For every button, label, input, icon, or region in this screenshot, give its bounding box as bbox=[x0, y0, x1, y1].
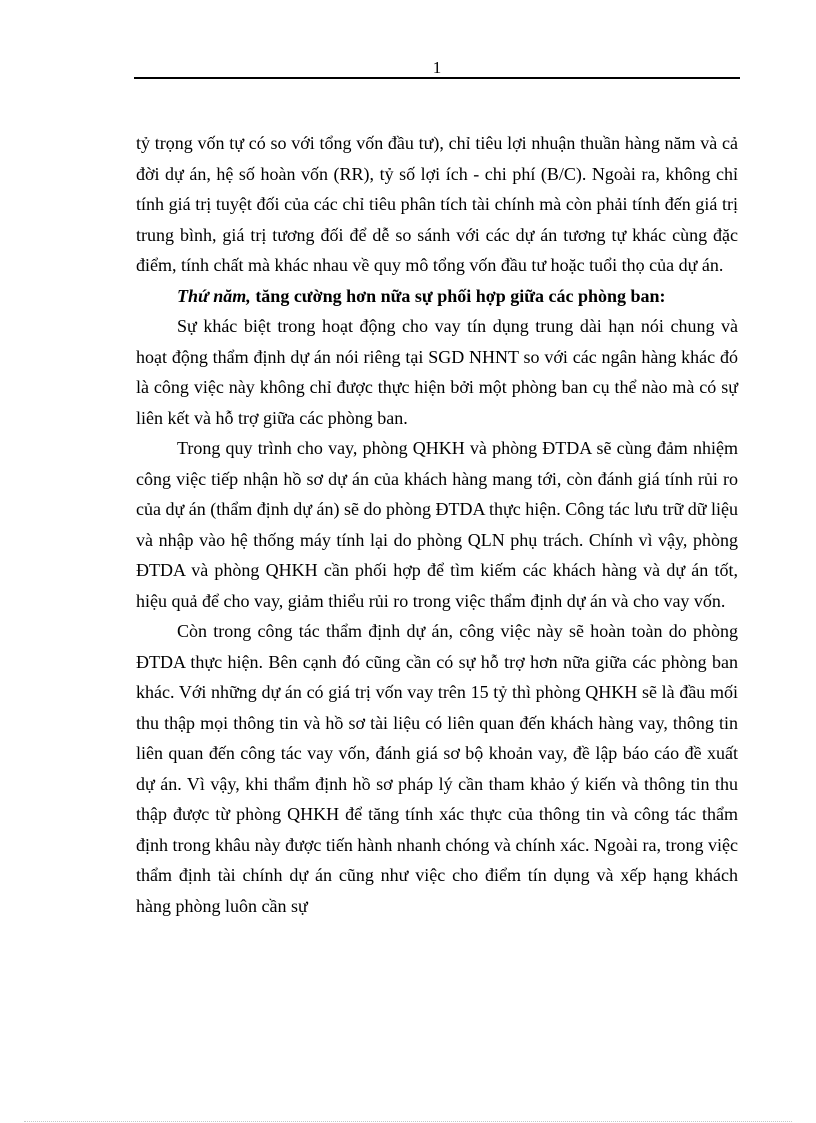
page-bottom-rule bbox=[24, 1121, 792, 1122]
header-rule bbox=[134, 77, 740, 79]
section-heading bbox=[136, 281, 738, 312]
heading-lead: Thứ năm, bbox=[177, 285, 251, 306]
document-body bbox=[136, 128, 738, 921]
paragraph-difference: Sự khác biệt trong hoạt động cho vay tín dụng trung dài hạn nói chung và hoạt động thẩm định dự án nói riêng tại SGD NHNT so với các ngân hàng khác đó là công việc này không chỉ được thực hiện bởi một phòng ban cụ thể nào mà có sự liên kết và hỗ trợ giữa các phòng ban. bbox=[136, 316, 738, 428]
heading-text: tăng cường hơn nữa sự phối hợp giữa các phòng ban: bbox=[250, 285, 666, 306]
page-number: 1 bbox=[432, 58, 442, 77]
paragraph-loan-process: Trong quy trình cho vay, phòng QHKH và phòng ĐTDA sẽ cùng đảm nhiệm công việc tiếp nhận hồ sơ dự án của khách hàng mang tới, còn đánh giá tính rủi ro của dự án (thẩm định dự án) sẽ do phòng ĐTDA thực hiện. Công tác lưu trữ dữ liệu và nhập vào hệ thống máy tính lại do phòng QLN phụ trách. Chính vì vậy, phòng ĐTDA và phòng QHKH cần phối hợp để tìm kiếm các khách hàng và dự án tốt, hiệu quả để cho vay, giảm thiểu rủi ro trong việc thẩm định dự án và cho vay vốn. bbox=[136, 438, 738, 611]
paragraph-appraisal: Còn trong công tác thẩm định dự án, công việc này sẽ hoàn toàn do phòng ĐTDA thực hiện. Bên cạnh đó cũng cần có sự hỗ trợ hơn nữa giữa các phòng ban khác. Với những dự án có giá trị vốn vay trên 15 tỷ thì phòng QHKH sẽ là đầu mối thu thập mọi thông tin và hồ sơ tài liệu có liên quan đến khách hàng vay, thông tin liên quan đến công tác vay vốn, đánh giá sơ bộ khoản vay, đề lập báo cáo đề xuất dự án. Vì vậy, khi thẩm định hồ sơ pháp lý cần tham khảo ý kiến và thông tin thu thập được từ phòng QHKH để tăng tính xác thực của thông tin và công tác thẩm định trong khâu này được tiến hành nhanh chóng và chính xác. Ngoài ra, trong việc thẩm định tài chính dự án cũng như việc cho điểm tín dụng và xếp hạng khách hàng phòng luôn cần sự bbox=[136, 621, 738, 916]
paragraph-continuation: tỷ trọng vốn tự có so với tổng vốn đầu tư), chỉ tiêu lợi nhuận thuần hàng năm và cả đời dự án, hệ số hoàn vốn (RR), tỷ số lợi ích - chi phí (B/C). Ngoài ra, không chỉ tính giá trị tuyệt đối của các chỉ tiêu phân tích tài chính mà còn phải tính đến giá trị trung bình, giá trị tương đối để dễ so sánh với các dự án tương tự khác cùng đặc điểm, tính chất mà khác nhau về quy mô tổng vốn đầu tư hoặc tuổi thọ của dự án. bbox=[136, 133, 738, 275]
